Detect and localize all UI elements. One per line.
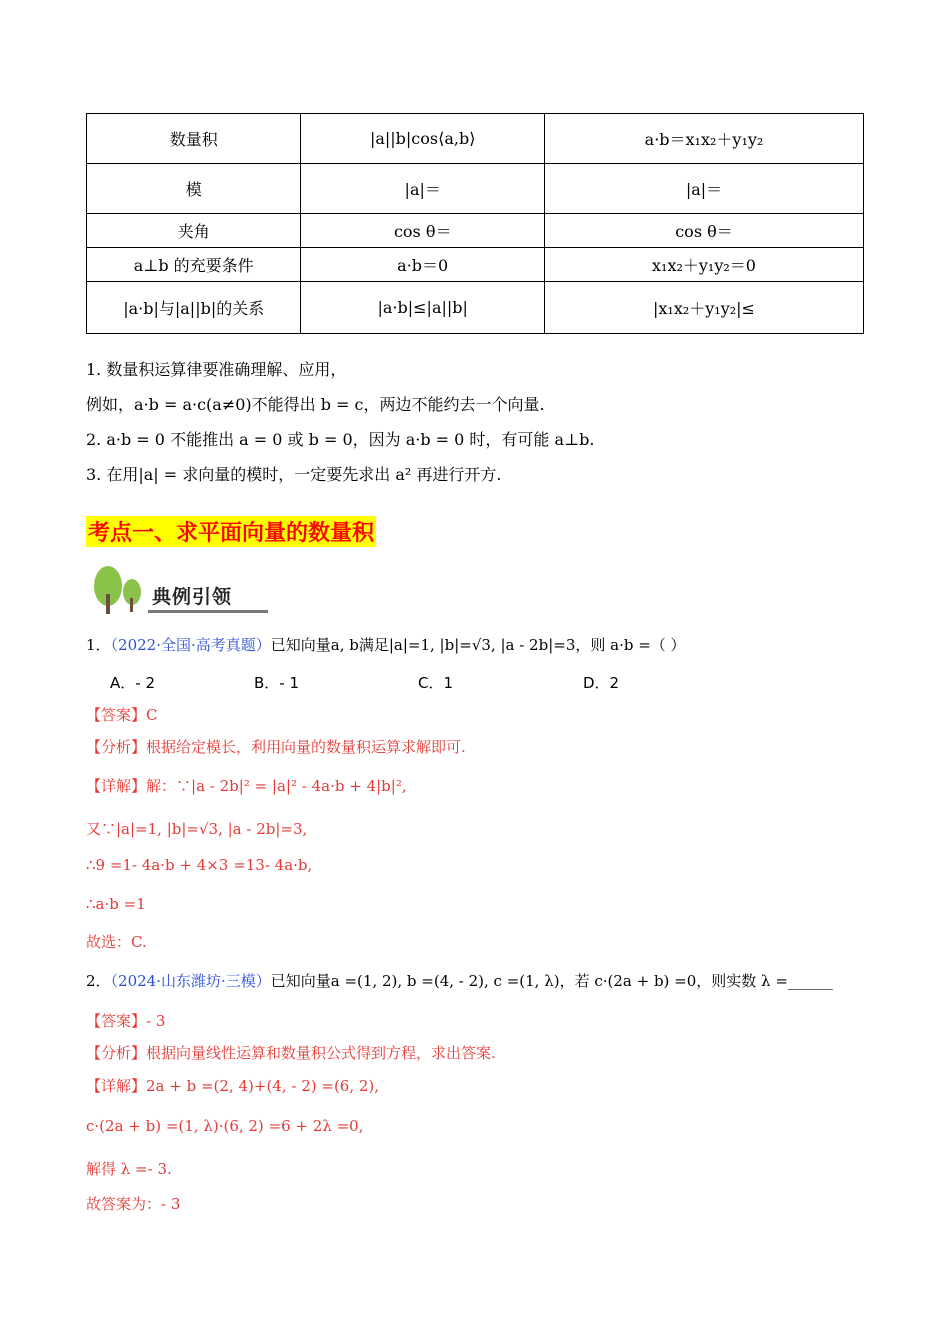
table-cell-geometric: |a|＝ (301, 164, 545, 214)
question-stem: 已知向量a, b满足|a|=1, |b|=√3, |a - 2b|=3，则 a·b =（ ） (270, 636, 686, 654)
detail-line (86, 775, 407, 796)
answer-line (86, 704, 158, 725)
section-title: 考点一、求平面向量的数量积 (86, 516, 376, 547)
answer-label: 【答案】 (86, 1012, 147, 1030)
detail-line (86, 1075, 379, 1096)
answer-line (86, 1010, 165, 1031)
table-cell-coordinate: x₁x₂＋y₁y₂＝0 (544, 248, 863, 282)
question-stem: 已知向量a =(1, 2), b =(4, - 2), c =(1, λ)，若 c·(2a + b) =0，则实数 λ =______ (270, 972, 833, 990)
detail-line: 解得 λ =- 3. (86, 1160, 172, 1178)
banner-label: 典例引领 (152, 586, 233, 608)
table-cell-coordinate: |x₁x₂＋y₁y₂|≤ (544, 282, 863, 334)
detail-line: ∴a·b =1 (86, 895, 146, 913)
answer-label: 【答案】 (86, 706, 147, 724)
table-cell-geometric: a·b＝0 (301, 248, 545, 282)
vector-formula-table (86, 113, 864, 334)
example-banner (90, 564, 270, 616)
answer-value: C (146, 706, 158, 724)
table-cell-geometric: |a·b|≤|a||b| (301, 282, 545, 334)
analysis-label: 【分析】 (86, 738, 147, 756)
table-row-label: 数量积 (87, 114, 301, 164)
option-c: C．1 (418, 674, 454, 692)
analysis-label: 【分析】 (86, 1044, 147, 1062)
option-b: B．- 1 (254, 674, 300, 692)
question-number: 1． (86, 636, 111, 654)
option-d: D．2 (583, 674, 620, 692)
table-row-label: 模 (87, 164, 301, 214)
note-line: 1. 数量积运算律要准确理解、应用， (86, 360, 347, 379)
table-cell-geometric: |a||b|cos⟨a,b⟩ (301, 114, 545, 164)
detail-label: 【详解】 (86, 777, 147, 795)
note-line: 3. 在用|a| = 求向量的模时，一定要先求出 a² 再进行开方. (86, 465, 502, 484)
banner-underline (148, 610, 268, 613)
question-2 (86, 970, 833, 991)
detail-line: c·(2a + b) =(1, λ)·(6, 2) =6 + 2λ =0, (86, 1117, 364, 1135)
detail-label: 【详解】 (86, 1077, 147, 1095)
analysis-line (86, 736, 466, 757)
question-source: （2022·全国·高考真题） (110, 636, 271, 654)
note-line: 例如，a·b = a·c(a≠0)不能得出 b = c，两边不能约去一个向量. (86, 395, 545, 414)
answer-value: - 3 (146, 1012, 166, 1030)
table-row-label: a⊥b 的充要条件 (87, 248, 301, 282)
detail-line: ∴9 =1- 4a·b + 4×3 =13- 4a·b, (86, 856, 313, 874)
question-source: （2024·山东潍坊·三模） (110, 972, 271, 990)
detail-line: 故答案为：- 3 (86, 1195, 181, 1213)
table-cell-coordinate: a·b＝x₁x₂＋y₁y₂ (544, 114, 863, 164)
table-row-label: |a·b|与|a||b|的关系 (87, 282, 301, 334)
detail-line: 故选：C. (86, 933, 147, 951)
detail-text: 解：∵|a - 2b|² = |a|² - 4a·b + 4|b|², (146, 777, 407, 795)
table-cell-coordinate: cos θ＝ (544, 214, 863, 248)
note-line: 2. a·b = 0 不能推出 a = 0 或 b = 0，因为 a·b = 0 时，有可能 a⊥b. (86, 430, 595, 449)
table-cell-coordinate: |a|＝ (544, 164, 863, 214)
table-row-label: 夹角 (87, 214, 301, 248)
detail-text: 2a + b =(2, 4)+(4, - 2) =(6, 2), (146, 1077, 380, 1095)
option-a: A．- 2 (110, 674, 155, 692)
tree-icon (90, 564, 150, 616)
question-1 (86, 634, 686, 655)
table-cell-geometric: cos θ＝ (301, 214, 545, 248)
question-number: 2． (86, 972, 111, 990)
analysis-text: 根据向量线性运算和数量积公式得到方程，求出答案. (146, 1044, 496, 1062)
detail-line: 又∵|a|=1, |b|=√3, |a - 2b|=3, (86, 820, 308, 838)
analysis-text: 根据给定模长，利用向量的数量积运算求解即可. (146, 738, 466, 756)
analysis-line (86, 1042, 496, 1063)
